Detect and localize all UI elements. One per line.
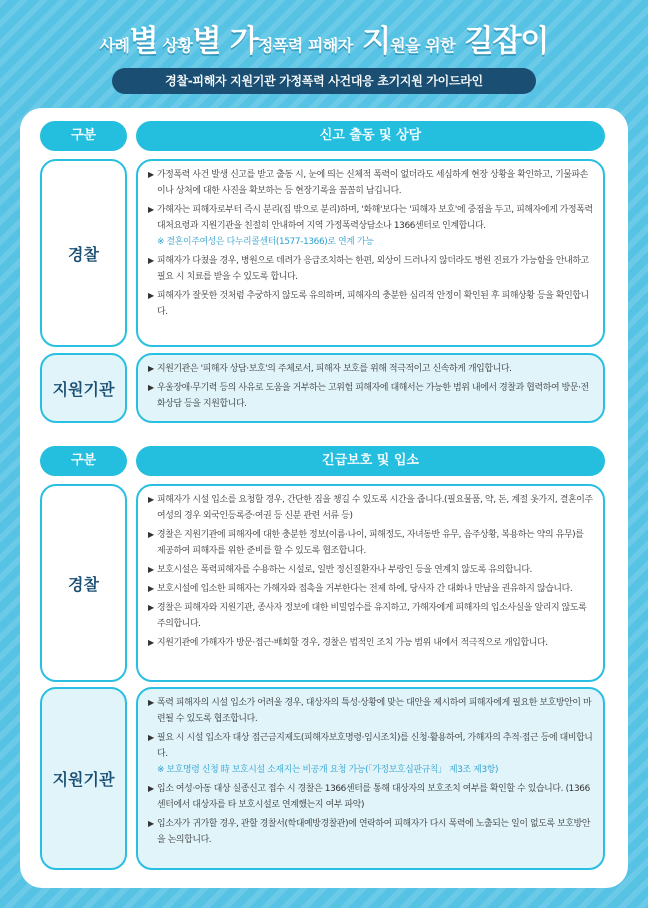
group-content-support: [136, 353, 605, 423]
bullet-triangle-icon: ▶: [148, 530, 154, 539]
bullet-item: [148, 562, 593, 578]
bullet-item: [148, 781, 593, 813]
bullet-triangle-icon: ▶: [148, 733, 154, 742]
bullet-item: [148, 635, 593, 651]
bullet-triangle-icon: ▶: [148, 784, 154, 793]
bullet-body: [157, 202, 593, 250]
bullet-triangle-icon: ▶: [148, 170, 154, 179]
group-content-police: [136, 159, 605, 347]
bullet-item: [148, 581, 593, 597]
title-part: 별: [192, 24, 221, 59]
title-part: 사례: [99, 36, 130, 55]
group-content-support: [136, 687, 605, 870]
bullet-triangle-icon: ▶: [148, 603, 154, 612]
section-heading: 긴급보호 및 입소: [136, 446, 605, 476]
bullet-triangle-icon: ▶: [148, 565, 154, 574]
page-subtitle: 경찰-피해자 지원기관 가정폭력 사건대응 초기지원 가이드라인: [112, 68, 536, 94]
bullet-item: [148, 288, 593, 320]
bullet-item: [148, 695, 593, 727]
group-label-police: 경찰: [40, 484, 127, 682]
bullet-triangle-icon: ▶: [148, 698, 154, 707]
bullet-text: 피해자가 잘못한 것처럼 추궁하지 않도록 유의하며, 피해자의 충분한 심리적 안정이 확인된 후 피해상황 등을 확인합니다.: [157, 291, 589, 317]
bullet-body: [157, 730, 593, 778]
bullet-item: [148, 600, 593, 632]
bullet-item: [148, 527, 593, 559]
bullet-text: 가해자는 피해자로부터 즉시 분리(집 밖으로 분리)하며, '화해'보다는 '피해자 보호'에 중점을 두고, 피해자에게 가정폭력 대처요령과 지원기관을 친절히 안내하여 지역 가정폭력상담소나 1366센터로 인계합니다.: [157, 205, 593, 231]
title-part: 상황: [157, 36, 193, 55]
bullet-text: 보호시설은 폭력피해자를 수용하는 시설로, 일반 정신질환자나 부랑인 등을 연계치 않도록 유의합니다.: [157, 565, 533, 575]
title-part: 원을 위한: [390, 36, 456, 55]
category-header: 구분: [40, 446, 127, 476]
group-content-police: [136, 484, 605, 682]
group-label-police: 경찰: [40, 159, 127, 347]
bullet-text: 경찰은 피해자와 지원기관, 종사자 정보에 대한 비밀엄수를 유지하고, 가해자에게 피해자의 입소사실을 알리지 않도록 주의합니다.: [157, 603, 587, 629]
bullet-text: 피해자가 시설 입소를 요청할 경우, 간단한 짐을 챙길 수 있도록 시간을 줍니다.(필요물품, 약, 돈, 계절 옷가지, 결혼이주여성의 경우 외국인등록증·여권 등 신분 관련 서류 등): [157, 495, 593, 521]
bullet-text: 가정폭력 사건 발생 신고를 받고 출동 시, 눈에 띄는 신체적 폭력이 없더라도 세심하게 현장 상황을 확인하고, 기물파손이나 상처에 대한 사진을 확보하는 등 현장기록을 꼼꼼히 남깁니다.: [157, 170, 588, 196]
bullet-text: 폭력 피해자의 시설 입소가 어려울 경우, 대상자의 특성·상황에 맞는 대안을 제시하여 피해자에게 필요한 보호방안이 마련될 수 있도록 협조합니다.: [157, 698, 592, 724]
bullet-text: 지원기관에 가해자가 방문·접근·배회할 경우, 경찰은 법적인 조치 가능 범위 내에서 적극적으로 개입합니다.: [157, 638, 548, 648]
bullet-item: [148, 167, 593, 199]
bullet-triangle-icon: ▶: [148, 291, 154, 300]
bullet-item: [148, 816, 593, 848]
title-part: 가: [220, 24, 258, 59]
title-part: 길잡이: [455, 24, 549, 59]
bullet-triangle-icon: ▶: [148, 364, 154, 373]
bullet-text: 필요 시 시설 입소자 대상 접근금지제도(피해자보호명령·임시조치)를 신청·활용하여, 가해자의 추적·접근 등에 대비합니다.: [157, 733, 593, 759]
bullet-item: [148, 253, 593, 285]
bullet-triangle-icon: ▶: [148, 256, 154, 265]
bullet-text: 피해자가 다쳤을 경우, 병원으로 데려가 응급조치하는 한편, 외상이 드러나지 않더라도 병원 진료가 가능함을 안내하고 필요 시 치료를 받을 수 있도록 합니다.: [157, 256, 589, 282]
bullet-text: 입소 여성·아동 대상 실종신고 접수 시 경찰은 1366센터를 통해 대상자의 보호조치 여부를 확인할 수 있습니다. (1366센터에서 대상자를 타 보호시설로 연계했는지 여부 파악): [157, 784, 590, 810]
category-header: 구분: [40, 121, 127, 151]
bullet-triangle-icon: ▶: [148, 584, 154, 593]
bullet-note: ※ 결혼이주여성은 다누리콜센터(1577-1366)로 연계 가능: [157, 237, 374, 247]
bullet-item: [148, 730, 593, 778]
title-part: 지: [352, 24, 391, 59]
bullet-text: 경찰은 지원기관에 피해자에 대한 충분한 정보(이름·나이, 피해정도, 자녀동반 유무, 음주상황, 복용하는 약의 유무)를 제공하여 피해자를 위한 준비를 할 수 있도록 협조합니다.: [157, 530, 584, 556]
bullet-text: 보호시설에 입소한 피해자는 가해자와 접촉을 거부한다는 전제 하에, 당사자 간 대화나 만남을 권유하지 않습니다.: [157, 584, 573, 594]
bullet-text: 우울장애·무기력 등의 사유로 도움을 거부하는 고위험 피해자에 대해서는 가능한 범위 내에서 경찰과 협력하여 방문·전화상담 등을 지원합니다.: [157, 383, 589, 409]
bullet-item: [148, 361, 593, 377]
title-part: 별: [129, 24, 158, 59]
section-heading: 신고 출동 및 상담: [136, 121, 605, 151]
bullet-note: ※ 보호명령 신청 時 보호시설 소재지는 비공개 요청 가능(「가정보호심판규칙」 제3조 제3항): [157, 765, 499, 775]
bullet-text: 입소자가 귀가할 경우, 관할 경찰서(학대예방경찰관)에 연락하여 피해자가 다시 폭력에 노출되는 일이 없도록 보호방안을 논의합니다.: [157, 819, 591, 845]
bullet-triangle-icon: ▶: [148, 638, 154, 647]
bullet-triangle-icon: ▶: [148, 205, 154, 214]
bullet-item: [148, 202, 593, 250]
group-label-support: 지원기관: [40, 353, 127, 423]
bullet-item: [148, 492, 593, 524]
bullet-triangle-icon: ▶: [148, 383, 154, 392]
bullet-triangle-icon: ▶: [148, 495, 154, 504]
bullet-text: 지원기관은 '피해자 상담·보호'의 주체로서, 피해자 보호를 위해 적극적이고 신속하게 개입합니다.: [157, 364, 512, 374]
title-part: 정폭력 피해자: [257, 36, 353, 55]
page-title: [0, 22, 648, 66]
bullet-triangle-icon: ▶: [148, 819, 154, 828]
group-label-support: 지원기관: [40, 687, 127, 870]
bullet-item: [148, 380, 593, 412]
